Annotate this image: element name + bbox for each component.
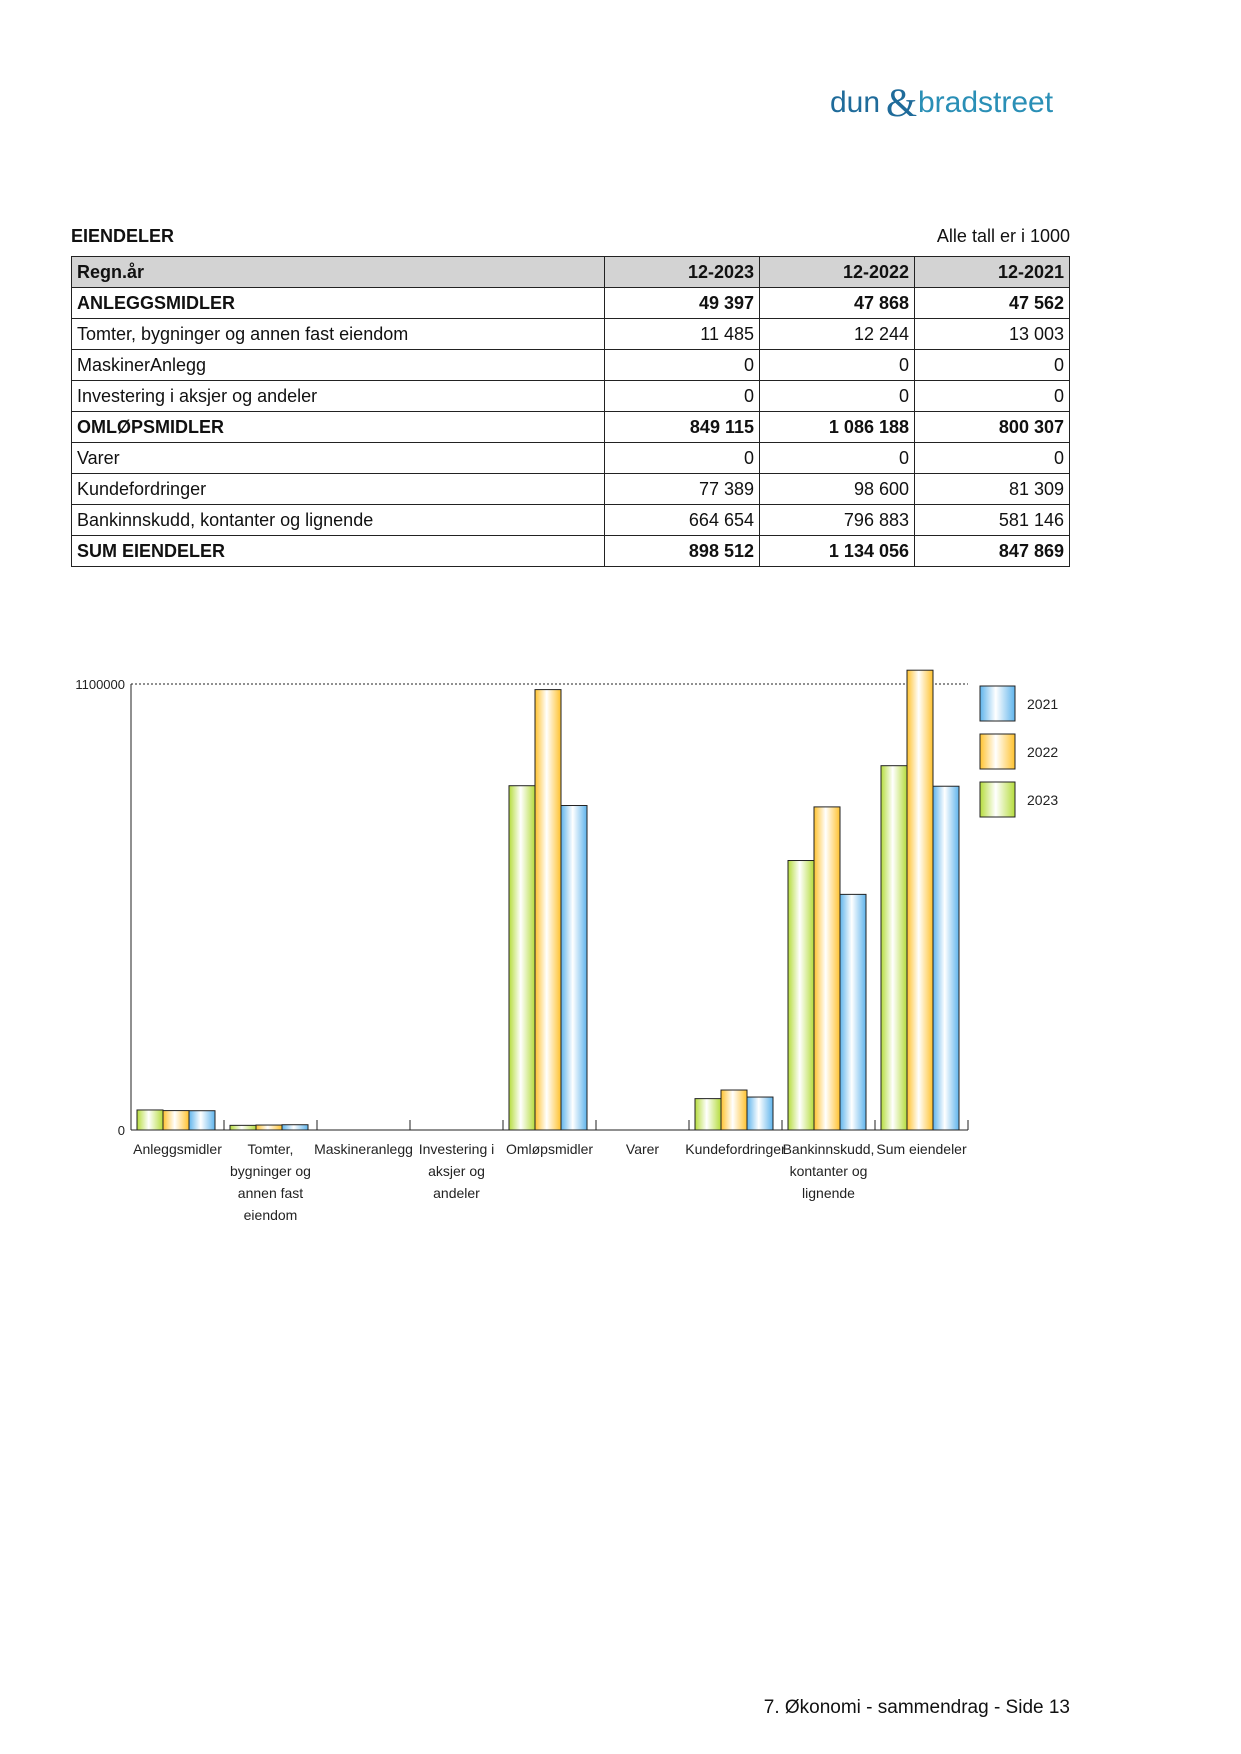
row-label: OMLØPSMIDLER xyxy=(72,412,605,443)
row-label: ANLEGGSMIDLER xyxy=(72,288,605,319)
y-tick-label: 1100000 xyxy=(75,677,125,692)
table-row xyxy=(72,474,1070,505)
row-label: Investering i aksjer og andeler xyxy=(72,381,605,412)
header-label: Regn.år xyxy=(72,257,605,288)
bar-2021 xyxy=(747,1097,773,1130)
legend-swatch-2021 xyxy=(980,686,1015,721)
table-row xyxy=(72,505,1070,536)
bar-2023 xyxy=(881,766,907,1130)
row-value: 0 xyxy=(915,443,1070,474)
table-header-row xyxy=(72,257,1070,288)
x-tick-label: Anleggsmidler xyxy=(133,1141,222,1157)
x-tick-label: lignende xyxy=(802,1185,855,1201)
row-value: 1 086 188 xyxy=(760,412,915,443)
legend-label: 2023 xyxy=(1027,792,1059,808)
row-value: 49 397 xyxy=(605,288,760,319)
row-value: 849 115 xyxy=(605,412,760,443)
row-value: 0 xyxy=(605,381,760,412)
bar-2022 xyxy=(814,807,840,1130)
row-label: SUM EIENDELER xyxy=(72,536,605,567)
dun-bradstreet-logo xyxy=(830,78,1070,128)
assets-bar-chart xyxy=(0,650,1241,1250)
legend-label: 2021 xyxy=(1027,696,1059,712)
row-value: 0 xyxy=(605,350,760,381)
row-label: Kundefordringer xyxy=(72,474,605,505)
x-tick-label: aksjer og xyxy=(428,1163,485,1179)
bar-2023 xyxy=(788,861,814,1130)
table-row xyxy=(72,319,1070,350)
y-tick-label: 0 xyxy=(117,1123,125,1138)
row-value: 47 868 xyxy=(760,288,915,319)
row-value: 796 883 xyxy=(760,505,915,536)
bar-2021 xyxy=(282,1125,308,1130)
bar-2022 xyxy=(721,1090,747,1130)
bar-2021 xyxy=(561,806,587,1130)
legend-swatch-2022 xyxy=(980,734,1015,769)
x-tick-label: annen fast xyxy=(237,1185,304,1201)
table-row xyxy=(72,443,1070,474)
row-value: 0 xyxy=(760,350,915,381)
x-tick-label: kontanter og xyxy=(789,1163,868,1179)
row-value: 0 xyxy=(760,381,915,412)
legend-swatch-2023 xyxy=(980,782,1015,817)
x-tick-label: Bankinnskudd, xyxy=(782,1141,875,1157)
table-row xyxy=(72,412,1070,443)
row-value: 47 562 xyxy=(915,288,1070,319)
header-year: 12-2021 xyxy=(915,257,1070,288)
header-year: 12-2022 xyxy=(760,257,915,288)
row-label: Varer xyxy=(72,443,605,474)
row-value: 0 xyxy=(915,381,1070,412)
row-value: 13 003 xyxy=(915,319,1070,350)
x-tick-label: Investering i xyxy=(418,1141,495,1157)
table-row xyxy=(72,381,1070,412)
page-footer: 7. Økonomi - sammendrag - Side 13 xyxy=(763,1697,1070,1718)
row-value: 898 512 xyxy=(605,536,760,567)
header-year: 12-2023 xyxy=(605,257,760,288)
row-value: 581 146 xyxy=(915,505,1070,536)
bar-2021 xyxy=(840,894,866,1130)
ampersand-icon: & xyxy=(886,80,918,125)
x-tick-label: andeler xyxy=(433,1185,480,1201)
row-value: 800 307 xyxy=(915,412,1070,443)
row-label: Bankinnskudd, kontanter og lignende xyxy=(72,505,605,536)
table-row xyxy=(72,288,1070,319)
row-label: MaskinerAnlegg xyxy=(72,350,605,381)
row-label: Tomter, bygninger og annen fast eiendom xyxy=(72,319,605,350)
legend-label: 2022 xyxy=(1027,744,1059,760)
bar-2022 xyxy=(535,690,561,1130)
table-row xyxy=(72,350,1070,381)
bar-2023 xyxy=(695,1099,721,1130)
row-value: 0 xyxy=(605,443,760,474)
bar-2023 xyxy=(509,786,535,1130)
table-row xyxy=(72,536,1070,567)
row-value: 1 134 056 xyxy=(760,536,915,567)
row-value: 12 244 xyxy=(760,319,915,350)
bar-2022 xyxy=(163,1111,189,1130)
row-value: 847 869 xyxy=(915,536,1070,567)
bar-2021 xyxy=(933,786,959,1130)
x-tick-label: Varer xyxy=(625,1141,660,1157)
x-tick-label: Sum eiendeler xyxy=(876,1141,967,1157)
x-tick-label: eiendom xyxy=(243,1207,298,1223)
x-tick-label: Maskineranlegg xyxy=(314,1141,413,1157)
row-value: 0 xyxy=(760,443,915,474)
bar-2022 xyxy=(907,670,933,1130)
bar-2023 xyxy=(230,1125,256,1130)
logo-text-left: dun xyxy=(830,86,881,119)
row-value: 81 309 xyxy=(915,474,1070,505)
bar-2022 xyxy=(256,1125,282,1130)
bar-2021 xyxy=(189,1111,215,1130)
unit-note: Alle tall er i 1000 xyxy=(936,226,1070,246)
x-tick-label: Tomter, xyxy=(247,1141,294,1157)
section-title: EIENDELER xyxy=(71,226,175,246)
row-value: 664 654 xyxy=(605,505,760,536)
row-value: 11 485 xyxy=(605,319,760,350)
bar-2023 xyxy=(137,1110,163,1130)
assets-table xyxy=(71,256,1070,567)
row-value: 0 xyxy=(915,350,1070,381)
row-value: 77 389 xyxy=(605,474,760,505)
row-value: 98 600 xyxy=(760,474,915,505)
x-tick-label: bygninger og xyxy=(230,1163,311,1179)
x-tick-label: Omløpsmidler xyxy=(505,1141,594,1157)
x-tick-label: Kundefordringer xyxy=(685,1141,786,1157)
logo-text-right: bradstreet xyxy=(918,86,1054,119)
